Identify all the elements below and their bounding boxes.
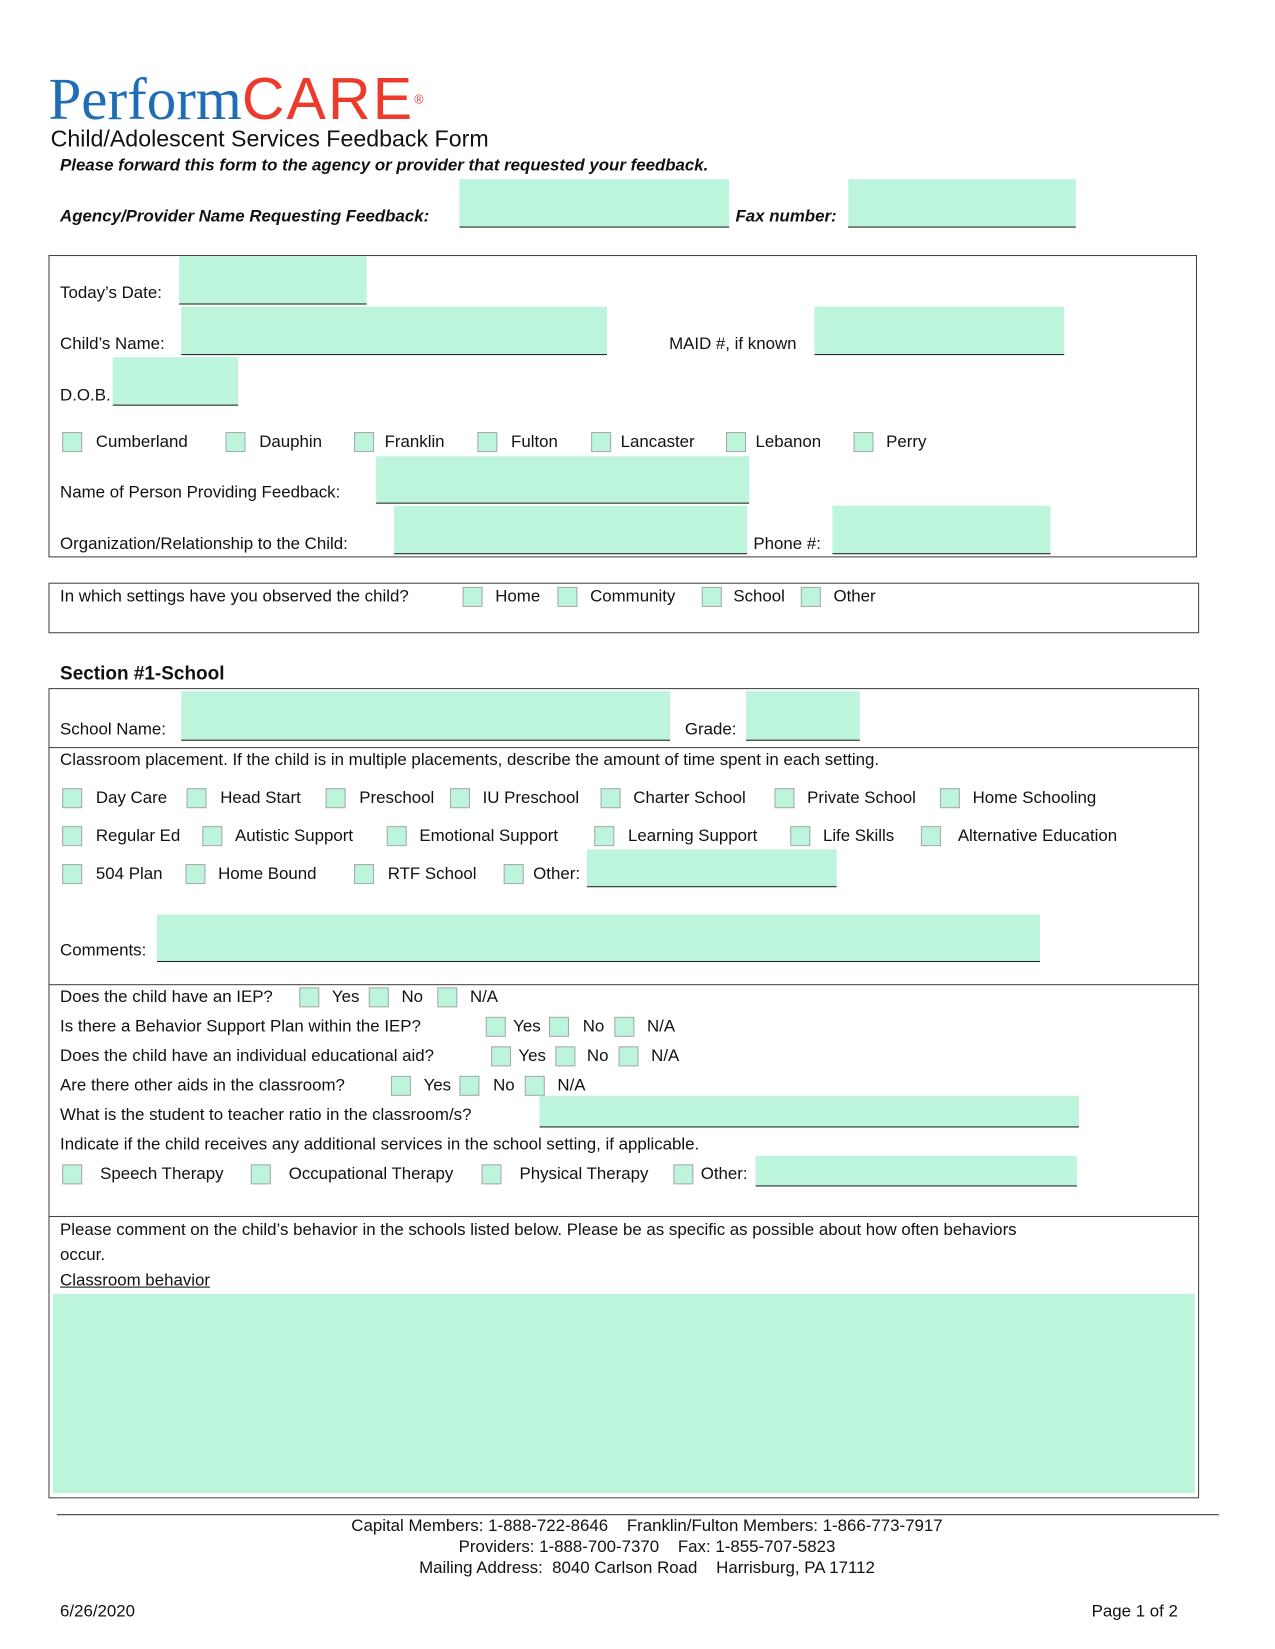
label-na: N/A — [557, 1076, 586, 1095]
checkbox-day-care[interactable] — [62, 788, 82, 808]
checkbox-head-start[interactable] — [187, 788, 207, 808]
school-name-field[interactable] — [181, 691, 670, 741]
q-bsp: Is there a Behavior Support Plan within the IEP? — [60, 1017, 421, 1036]
label-yes: Yes — [423, 1076, 452, 1095]
label-lebanon: Lebanon — [755, 433, 822, 451]
maid-field[interactable] — [815, 307, 1065, 355]
checkbox-aid-no[interactable] — [555, 1046, 575, 1066]
label-day-care: Day Care — [95, 789, 168, 808]
label-community: Community — [590, 587, 676, 606]
checkbox-cumberland[interactable] — [62, 432, 82, 452]
checkbox-home[interactable] — [463, 587, 483, 607]
label-dauphin: Dauphin — [259, 433, 323, 451]
label-occupational-therapy: Occupational Therapy — [288, 1165, 454, 1184]
checkbox-school[interactable] — [702, 587, 722, 607]
label-franklin: Franklin — [384, 433, 445, 451]
checkbox-iep-yes[interactable] — [299, 987, 319, 1007]
other-service-field[interactable] — [756, 1156, 1077, 1187]
label-physical-therapy: Physical Therapy — [519, 1165, 649, 1184]
label-home-bound: Home Bound — [218, 865, 317, 884]
section-title: Section #1-School — [60, 662, 225, 684]
settings-question: In which settings have you observed the child? — [60, 587, 409, 606]
logo-reg: ® — [414, 91, 424, 107]
placement-text: Classroom placement. If the child is in multiple placements, describe the amount of time spent in each setting. — [60, 751, 880, 770]
childs-name-label: Child’s Name: — [60, 335, 165, 353]
checkbox-regular-ed[interactable] — [62, 826, 82, 846]
childs-name-field[interactable] — [181, 307, 607, 355]
label-no: No — [401, 988, 424, 1007]
footer-divider — [57, 1514, 1219, 1515]
label-private-school: Private School — [807, 789, 916, 808]
q-other-aids: Are there other aids in the classroom? — [60, 1076, 345, 1095]
checkbox-emotional-support[interactable] — [387, 826, 407, 846]
checkbox-life-skills[interactable] — [790, 826, 810, 846]
checkbox-autistic-support[interactable] — [202, 826, 222, 846]
label-preschool: Preschool — [359, 789, 435, 808]
page-number: Page 1 of 2 — [1091, 1602, 1178, 1621]
checkbox-preschool[interactable] — [326, 788, 346, 808]
classroom-behavior-heading: Classroom behavior — [60, 1271, 210, 1290]
divider — [48, 747, 1198, 748]
other-placement-field[interactable] — [587, 849, 837, 887]
checkbox-lebanon[interactable] — [726, 432, 746, 452]
checkbox-alternative-education[interactable] — [921, 826, 941, 846]
org-label: Organization/Relationship to the Child: — [60, 535, 348, 554]
label-no: No — [493, 1076, 515, 1095]
checkbox-aid-na[interactable] — [619, 1046, 639, 1066]
footer-line-1: Capital Members: 1-888-722-8646 Franklin/Fulton Members: 1-866-773-7917 — [351, 1517, 943, 1536]
checkbox-iep-na[interactable] — [437, 987, 457, 1007]
q-services: Indicate if the child receives any additional services in the school setting, if applicable. — [60, 1135, 700, 1154]
footer-line-2: Providers: 1-888-700-7370 Fax: 1-855-707-5823 — [458, 1538, 836, 1557]
checkbox-speech-therapy[interactable] — [62, 1164, 82, 1184]
fax-field[interactable] — [848, 179, 1076, 227]
instruction: Please forward this form to the agency or provider that requested your feedback. — [60, 157, 709, 175]
grade-label: Grade: — [684, 720, 737, 739]
label-yes: Yes — [331, 988, 360, 1007]
comments-label: Comments: — [60, 942, 147, 960]
maid-label: MAID #, if known — [669, 335, 797, 353]
divider — [48, 984, 1198, 985]
checkbox-other-aids-na[interactable] — [525, 1076, 545, 1096]
comments-field[interactable] — [157, 915, 1040, 962]
checkbox-iep-no[interactable] — [369, 987, 389, 1007]
checkbox-home-schooling[interactable] — [940, 788, 960, 808]
label-speech-therapy: Speech Therapy — [100, 1165, 224, 1184]
checkbox-private-school[interactable] — [774, 788, 794, 808]
label-iu-preschool: IU Preschool — [482, 789, 580, 808]
label-yes: Yes — [518, 1047, 546, 1066]
checkbox-aid-yes[interactable] — [491, 1046, 511, 1066]
checkbox-other-service[interactable] — [673, 1164, 693, 1184]
label-other-service: Other: — [700, 1165, 748, 1184]
checkbox-community[interactable] — [557, 587, 577, 607]
label-home: Home — [495, 587, 541, 606]
checkbox-bsp-yes[interactable] — [486, 1017, 506, 1037]
footer-contact — [225, 1516, 1068, 1579]
footer-date: 6/26/2020 — [60, 1602, 136, 1621]
checkbox-occupational-therapy[interactable] — [251, 1164, 271, 1184]
q-ratio: What is the student to teacher ratio in the classroom/s? — [60, 1106, 472, 1125]
todays-date-field[interactable] — [179, 256, 367, 304]
checkbox-iu-preschool[interactable] — [450, 788, 470, 808]
label-lancaster: Lancaster — [620, 433, 695, 451]
label-no: No — [586, 1047, 609, 1066]
checkbox-bsp-no[interactable] — [549, 1017, 569, 1037]
classroom-behavior-field[interactable] — [53, 1294, 1195, 1493]
label-home-schooling: Home Schooling — [972, 789, 1097, 808]
checkbox-bsp-na[interactable] — [614, 1017, 634, 1037]
phone-field[interactable] — [832, 506, 1050, 554]
checkbox-perry[interactable] — [853, 432, 873, 452]
label-school: School — [733, 587, 785, 606]
label-regular-ed: Regular Ed — [95, 827, 181, 846]
label-fulton: Fulton — [511, 433, 558, 451]
label-504-plan: 504 Plan — [95, 865, 163, 884]
checkbox-fulton[interactable] — [477, 432, 497, 452]
checkbox-other-placement[interactable] — [504, 864, 524, 884]
form-title: Child/Adolescent Services Feedback Form — [50, 125, 489, 152]
dob-label: D.O.B. — [60, 386, 111, 405]
org-field[interactable] — [394, 506, 747, 554]
person-label: Name of Person Providing Feedback: — [60, 483, 341, 502]
checkbox-home-bound[interactable] — [185, 864, 205, 884]
checkbox-dauphin[interactable] — [225, 432, 245, 452]
ratio-field[interactable] — [539, 1096, 1078, 1128]
label-head-start: Head Start — [220, 789, 301, 808]
phone-label: Phone #: — [753, 535, 821, 554]
label-autistic-support: Autistic Support — [234, 827, 354, 846]
checkbox-other-aids-no[interactable] — [459, 1076, 479, 1096]
checkbox-504-plan[interactable] — [62, 864, 82, 884]
agency-label: Agency/Provider Name Requesting Feedback: — [60, 207, 430, 226]
checkbox-lancaster[interactable] — [591, 432, 611, 452]
label-life-skills: Life Skills — [822, 827, 895, 846]
q-iep: Does the child have an IEP? — [60, 988, 273, 1007]
label-other-setting: Other — [833, 587, 876, 606]
behavior-instructions-2: occur. — [60, 1246, 106, 1265]
checkbox-other-aids-yes[interactable] — [391, 1076, 411, 1096]
todays-date-label: Today’s Date: — [60, 284, 162, 303]
checkbox-charter-school[interactable] — [601, 788, 621, 808]
school-name-label: School Name: — [60, 720, 166, 739]
label-na: N/A — [646, 1017, 676, 1036]
checkbox-rtf-school[interactable] — [354, 864, 374, 884]
logo — [48, 65, 423, 133]
label-charter-school: Charter School — [633, 789, 746, 808]
behavior-instructions: Please comment on the child’s behavior in the schools listed below. Please be as specific as possible about how often behaviors — [60, 1221, 1017, 1240]
label-rtf-school: RTF School — [387, 865, 477, 884]
logo-care: CARE — [241, 65, 415, 132]
grade-field[interactable] — [746, 691, 860, 741]
label-na: N/A — [651, 1047, 680, 1066]
label-learning-support: Learning Support — [628, 827, 758, 846]
label-alternative-education: Alternative Education — [957, 827, 1118, 846]
checkbox-learning-support[interactable] — [594, 826, 614, 846]
label-other-placement: Other: — [533, 865, 581, 884]
checkbox-physical-therapy[interactable] — [482, 1164, 502, 1184]
checkbox-franklin[interactable] — [354, 432, 374, 452]
person-field[interactable] — [376, 456, 749, 503]
divider — [48, 1216, 1198, 1217]
label-cumberland: Cumberland — [95, 433, 188, 451]
checkbox-other-setting[interactable] — [801, 587, 821, 607]
label-emotional-support: Emotional Support — [419, 827, 559, 846]
footer-line-3: Mailing Address: 8040 Carlson Road Harrisburg, PA 17112 — [419, 1559, 875, 1578]
q-aid: Does the child have an individual educational aid? — [60, 1047, 435, 1066]
dob-field[interactable] — [113, 357, 238, 405]
logo-perform: Perform — [48, 67, 242, 133]
label-yes: Yes — [513, 1017, 541, 1036]
fax-label: Fax number: — [735, 207, 837, 226]
label-perry: Perry — [886, 433, 927, 451]
agency-field[interactable] — [459, 179, 729, 227]
label-na: N/A — [469, 988, 499, 1007]
label-no: No — [582, 1017, 605, 1036]
